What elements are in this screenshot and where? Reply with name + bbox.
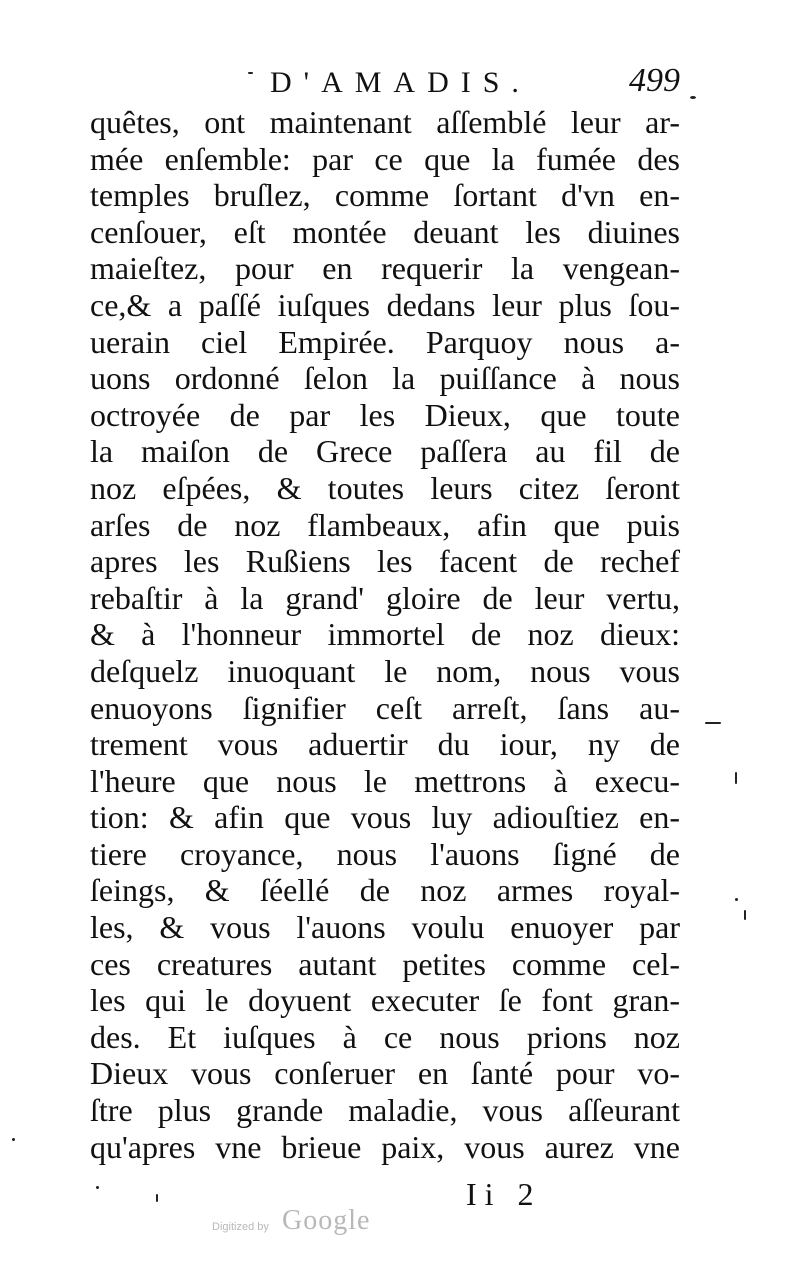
scan-speck <box>735 898 738 901</box>
text-line: rebaſtir à la grand' gloire de leur vertu, <box>90 579 680 616</box>
text-line: enuoyons ſignifier ceſt arreſt, ſans au- <box>90 689 680 726</box>
text-line: ſeings, & ſéellé de noz armes royal- <box>90 872 680 909</box>
text-line: la maiſon de Grece paſſera au fil de <box>90 433 680 470</box>
text-line: des. Et iuſques à ce nous prions noz <box>90 1018 680 1055</box>
text-line: arſes de noz flambeaux, afin que puis <box>90 506 680 543</box>
text-line: temples bruſlez, comme ſortant d'vn en- <box>90 177 680 214</box>
scan-speck <box>248 72 253 74</box>
scan-speck <box>735 772 737 784</box>
scan-speck <box>156 1194 158 1202</box>
page-header <box>90 62 680 110</box>
text-line: deſquelz inuoquant le nom, nous vous <box>90 652 680 689</box>
text-line: ſtre plus grande maladie, vous aſſeurant <box>90 1092 680 1129</box>
text-line: uons ordonné ſelon la puiſſance à nous <box>90 360 680 397</box>
watermark-prefix: Digitized by <box>212 1221 269 1233</box>
digitized-watermark <box>212 1205 452 1241</box>
scan-speck <box>96 1186 99 1189</box>
text-line: l'heure que nous le mettrons à execu- <box>90 762 680 799</box>
text-line: uerain ciel Empirée. Parquoy nous a- <box>90 323 680 360</box>
text-line: Dieux vous conſeruer en ſanté pour vo- <box>90 1055 680 1092</box>
text-line: octroyée de par les Dieux, que toute <box>90 396 680 433</box>
body-text <box>90 104 680 1165</box>
text-line: tion: & afin que vous luy adiouſtiez en- <box>90 799 680 836</box>
text-line: tiere croyance, nous l'auons ſigné de <box>90 835 680 872</box>
text-line: mée enſemble: par ce que la fumée des <box>90 140 680 177</box>
text-line: noz eſpées, & toutes leurs citez ſeront <box>90 469 680 506</box>
scan-speck <box>744 910 746 920</box>
text-line: cenſouer, eſt montée deuant les diuines <box>90 213 680 250</box>
text-line: les, & vous l'auons voulu enuoyer par <box>90 909 680 946</box>
google-logo: Google <box>282 1205 371 1236</box>
text-line: qu'apres vne brieue paix, vous aurez vne <box>90 1128 680 1165</box>
scan-speck <box>705 722 721 724</box>
text-line: maieſtez, pour en requerir la vengean- <box>90 250 680 287</box>
text-line: les qui le doyuent executer ſe font gran- <box>90 982 680 1019</box>
signature-mark: Ii 2 <box>466 1176 542 1212</box>
text-line: ces creatures autant petites comme cel- <box>90 945 680 982</box>
text-line: & à l'honneur immortel de noz dieux: <box>90 616 680 653</box>
scan-speck <box>690 96 696 99</box>
page-number: 499 <box>629 62 680 99</box>
text-line: ce,& a paſſé iuſques dedans leur plus ſou- <box>90 286 680 323</box>
text-line: apres les Rußiens les facent de rechef <box>90 543 680 580</box>
scan-speck <box>12 1138 15 1141</box>
text-line: quêtes, ont maintenant aſſemblé leur ar- <box>90 104 680 140</box>
text-line: trement vous aduertir du iour, ny de <box>90 726 680 763</box>
running-title: D'AMADIS. <box>270 66 531 99</box>
